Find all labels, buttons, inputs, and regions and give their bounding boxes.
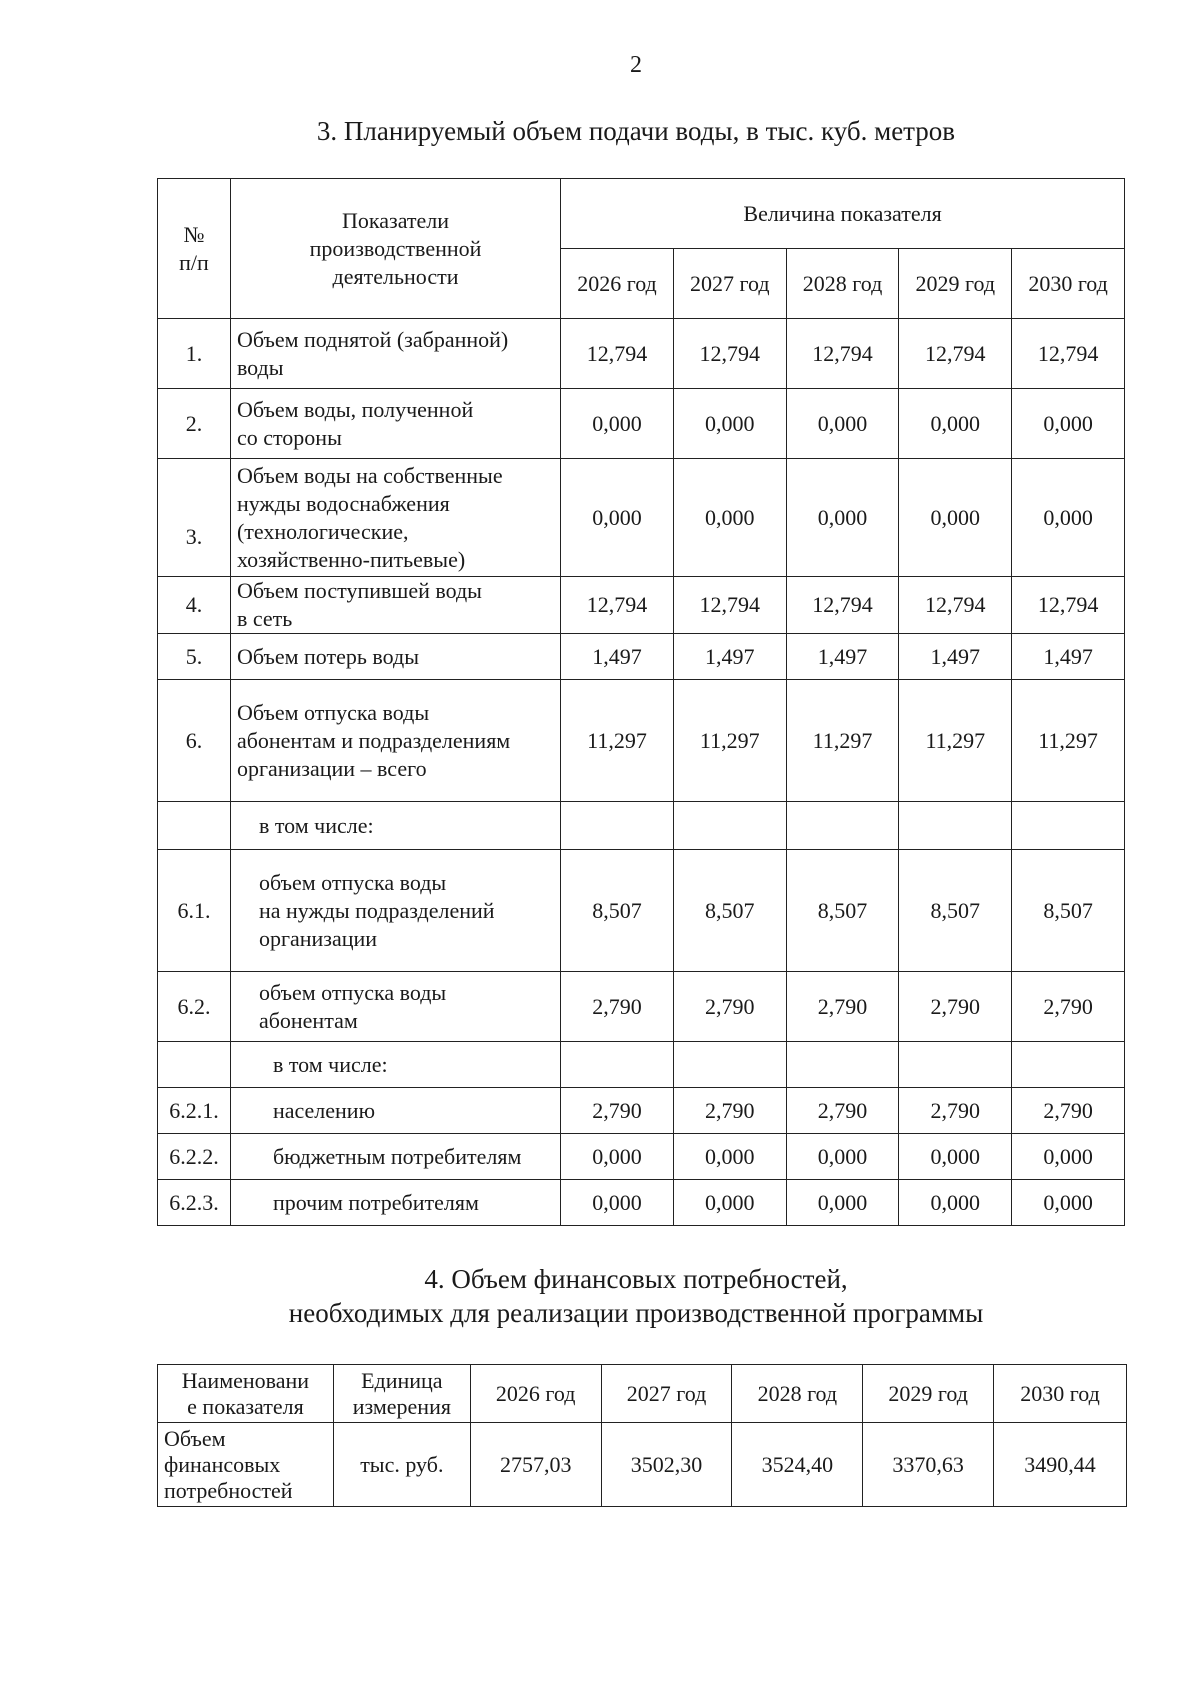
row-indicator: объем отпуска воды на нужды подразделений организации [230,850,560,972]
row-value: 11,297 [1012,680,1125,802]
header-year: 2026 год [561,249,674,319]
row-value: 1,497 [786,634,899,680]
row-value: 2757,03 [470,1423,601,1507]
row-name-text: Объем финансовых потребностей [164,1425,293,1503]
row-value: 1,497 [561,634,674,680]
section-3-title: 3. Планируемый объем подачи воды, в тыс. куб. метров [316,116,956,146]
row-number: 6.2. [158,972,231,1042]
header-unit [333,1365,470,1423]
table-row [158,972,1125,1042]
row-value: 0,000 [561,389,674,459]
row-number: 4. [158,577,231,634]
table-row [158,634,1125,680]
row-value: 0,000 [786,389,899,459]
header-indicators [230,179,560,319]
row-number [158,1042,231,1088]
row-value: 0,000 [1012,1180,1125,1226]
row-value [899,802,1012,850]
header-unit-label: Единица измерения [352,1367,451,1419]
row-indicator: Объем воды на собственные нужды водоснабжения (технологические, хозяйственно-питьевые) [230,459,560,577]
row-value: 0,000 [786,459,899,577]
row-indicator: Объем поступившей воды в сеть [230,577,560,634]
row-indicator: бюджетным потребителям [230,1134,560,1180]
row-value: 12,794 [786,577,899,634]
row-value: 11,297 [561,680,674,802]
row-value: 0,000 [561,1180,674,1226]
table-row [158,850,1125,972]
row-value: 11,297 [673,680,786,802]
row-number: 6.2.3. [158,1180,231,1226]
row-value: 3502,30 [601,1423,732,1507]
header-year: 2028 год [786,249,899,319]
row-value [673,1042,786,1088]
row-value: 0,000 [673,1134,786,1180]
row-number: 1. [158,319,231,389]
row-value: 2,790 [899,972,1012,1042]
header-num-label: № п/п [179,221,209,275]
row-value: 8,507 [899,850,1012,972]
page-number: 2 [630,52,642,78]
table-row [158,459,1125,577]
row-value: 8,507 [561,850,674,972]
header-year: 2026 год [470,1365,601,1423]
row-value: 1,497 [899,634,1012,680]
row-value: 12,794 [673,319,786,389]
row-value [1012,1042,1125,1088]
row-value: 0,000 [673,459,786,577]
row-indicator: Объем потерь воды [230,634,560,680]
row-indicator: Объем воды, полученной со стороны [230,389,560,459]
row-value: 11,297 [899,680,1012,802]
row-number: 6.1. [158,850,231,972]
row-value: 0,000 [899,1134,1012,1180]
row-value: 2,790 [786,972,899,1042]
header-indicators-label: Показатели производственной деятельности [309,207,482,289]
header-year: 2030 год [994,1365,1127,1423]
row-value [561,802,674,850]
row-number [158,802,231,850]
row-value [673,802,786,850]
row-value: 2,790 [673,972,786,1042]
row-indicator: в том числе: [230,802,560,850]
row-name [158,1423,334,1507]
header-name [158,1365,334,1423]
table-row [158,1088,1125,1134]
table-row [158,577,1125,634]
row-indicator: объем отпуска воды абонентам [230,972,560,1042]
row-indicator: Объем отпуска воды абонентам и подразделениям организации – всего [230,680,560,802]
row-number: 6. [158,680,231,802]
row-value: 8,507 [786,850,899,972]
row-value: 2,790 [673,1088,786,1134]
row-indicator: Объем поднятой (забранной) воды [230,319,560,389]
row-value: 12,794 [561,319,674,389]
header-year: 2029 год [863,1365,994,1423]
row-number: 5. [158,634,231,680]
row-indicator: прочим потребителям [230,1180,560,1226]
row-value: 12,794 [899,319,1012,389]
row-value: 12,794 [1012,577,1125,634]
table-row [158,1180,1125,1226]
row-value: 2,790 [561,1088,674,1134]
row-number: 6.2.1. [158,1088,231,1134]
row-value: 3524,40 [732,1423,863,1507]
header-year: 2027 год [601,1365,732,1423]
row-value: 8,507 [1012,850,1125,972]
row-value: 12,794 [1012,319,1125,389]
row-unit: тыс. руб. [333,1423,470,1507]
section-4-title [0,1262,1200,1330]
row-value: 2,790 [1012,972,1125,1042]
header-year: 2030 год [1012,249,1125,319]
row-value: 1,497 [1012,634,1125,680]
section-4-title-text: 4. Объем финансовых потребностей, необходимых для реализации производственной программы [288,1264,984,1328]
row-value: 12,794 [561,577,674,634]
row-value: 3370,63 [863,1423,994,1507]
row-value [786,802,899,850]
row-indicator: населению [230,1088,560,1134]
row-number: 6.2.2. [158,1134,231,1180]
row-value: 12,794 [899,577,1012,634]
row-value: 0,000 [561,459,674,577]
row-value: 8,507 [673,850,786,972]
row-value: 0,000 [899,389,1012,459]
table-row [158,802,1125,850]
row-value: 2,790 [1012,1088,1125,1134]
row-value: 2,790 [561,972,674,1042]
header-year: 2028 год [732,1365,863,1423]
header-year: 2029 год [899,249,1012,319]
row-value: 3490,44 [994,1423,1127,1507]
row-value: 0,000 [786,1180,899,1226]
row-value [561,1042,674,1088]
row-value: 1,497 [673,634,786,680]
row-value: 0,000 [1012,1134,1125,1180]
row-value: 0,000 [1012,389,1125,459]
row-value [899,1042,1012,1088]
row-value: 0,000 [899,1180,1012,1226]
row-value: 0,000 [673,389,786,459]
row-value [786,1042,899,1088]
row-value: 0,000 [899,459,1012,577]
row-value: 0,000 [786,1134,899,1180]
header-num [158,179,231,319]
row-value: 2,790 [786,1088,899,1134]
row-number: 2. [158,389,231,459]
table-row [158,680,1125,802]
row-value: 2,790 [899,1088,1012,1134]
row-value: 12,794 [673,577,786,634]
row-value: 0,000 [561,1134,674,1180]
row-value: 0,000 [673,1180,786,1226]
table-row [158,1134,1125,1180]
header-year: 2027 год [673,249,786,319]
row-value: 0,000 [1012,459,1125,577]
row-value: 11,297 [786,680,899,802]
row-indicator: в том числе: [230,1042,560,1088]
header-name-label: Наименовани е показателя [181,1367,310,1419]
table-row [158,319,1125,389]
row-number: 3. [158,459,231,577]
table-row [158,1042,1125,1088]
row-value: 12,794 [786,319,899,389]
table-row [158,389,1125,459]
water-supply-table [157,178,1125,1226]
financial-needs-table [157,1364,1127,1507]
header-value: Величина показателя [561,179,1125,249]
row-value [1012,802,1125,850]
